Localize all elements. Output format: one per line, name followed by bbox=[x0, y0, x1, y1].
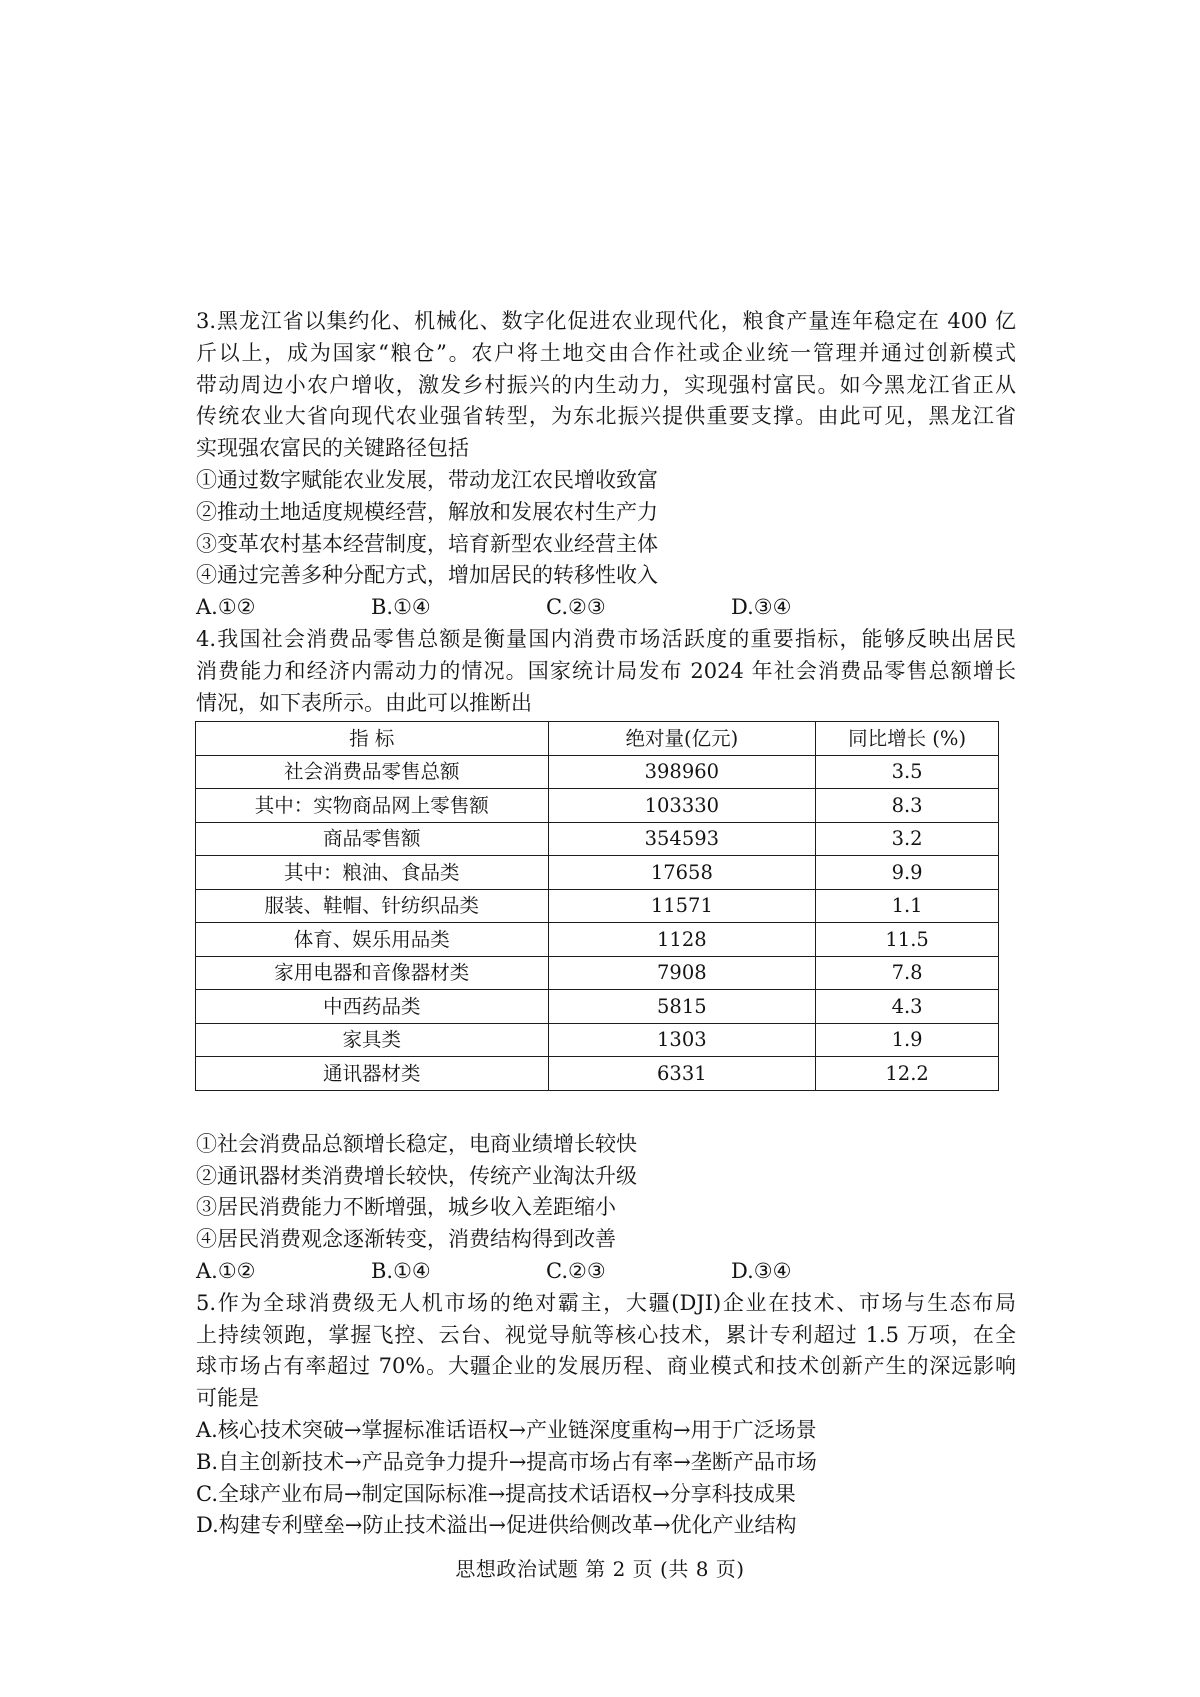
row-absolute: 354593 bbox=[548, 822, 816, 856]
q4-statement-3: ③居民消费能力不断增强，城乡收入差距缩小 bbox=[196, 1195, 616, 1220]
row-absolute: 103330 bbox=[548, 789, 816, 823]
row-growth: 11.5 bbox=[816, 923, 999, 957]
row-indicator: 体育、娱乐用品类 bbox=[196, 923, 549, 957]
row-absolute: 11571 bbox=[548, 889, 816, 923]
row-indicator: 社会消费品零售总额 bbox=[196, 755, 549, 789]
q5-option-a: A.核心技术突破→掌握标准话语权→产业链深度重构→用于广泛场景 bbox=[196, 1418, 817, 1443]
retail-sales-table bbox=[195, 721, 999, 1091]
q4-statement-4: ④居民消费观念逐渐转变，消费结构得到改善 bbox=[196, 1227, 616, 1252]
row-absolute: 1128 bbox=[548, 923, 816, 957]
row-indicator: 通讯器材类 bbox=[196, 1057, 549, 1091]
row-absolute: 7908 bbox=[548, 956, 816, 990]
row-absolute: 17658 bbox=[548, 856, 816, 890]
header-indicator: 指 标 bbox=[196, 722, 549, 756]
table-row bbox=[196, 956, 999, 990]
q4-option-c: C.②③ bbox=[546, 1259, 606, 1284]
q5-stem-line: 5.作为全球消费级无人机市场的绝对霸主，大疆(DJI)企业在技术、市场与生态布局 bbox=[196, 1290, 1016, 1315]
question-3 bbox=[196, 306, 1016, 624]
row-growth: 3.5 bbox=[816, 755, 999, 789]
row-indicator: 其中：粮油、食品类 bbox=[196, 856, 549, 890]
q3-stem-line: 传统农业大省向现代农业强省转型，为东北振兴提供重要支撑。由此可见，黑龙江省 bbox=[196, 404, 1016, 429]
q4-option-b: B.①④ bbox=[371, 1259, 431, 1284]
row-indicator: 中西药品类 bbox=[196, 990, 549, 1024]
q5-option-d: D.构建专利壁垒→防止技术溢出→促进供给侧改革→优化产业结构 bbox=[196, 1513, 797, 1538]
row-absolute: 1303 bbox=[548, 1023, 816, 1057]
row-growth: 1.9 bbox=[816, 1023, 999, 1057]
q3-option-b: B.①④ bbox=[371, 595, 431, 620]
q4-stem-line: 4.我国社会消费品零售总额是衡量国内消费市场活跃度的重要指标，能够反映出居民 bbox=[196, 626, 1016, 651]
q5-option-c: C.全球产业布局→制定国际标准→提高技术话语权→分享科技成果 bbox=[196, 1481, 796, 1506]
q5-option-b: B.自主创新技术→产品竞争力提升→提高市场占有率→垄断产品市场 bbox=[196, 1449, 817, 1474]
q3-stem-line: 斤以上，成为国家“粮仓”。农户将土地交由合作社或企业统一管理并通过创新模式 bbox=[196, 340, 1016, 365]
table-header-row bbox=[196, 722, 999, 756]
row-growth: 3.2 bbox=[816, 822, 999, 856]
row-indicator: 商品零售额 bbox=[196, 822, 549, 856]
table-row bbox=[196, 990, 999, 1024]
question-5 bbox=[196, 1288, 1016, 1542]
row-indicator: 其中：实物商品网上零售额 bbox=[196, 789, 549, 823]
q3-statement-3: ③变革农村基本经营制度，培育新型农业经营主体 bbox=[196, 531, 658, 556]
q3-statement-1: ①通过数字赋能农业发展，带动龙江农民增收致富 bbox=[196, 467, 658, 492]
row-absolute: 6331 bbox=[548, 1057, 816, 1091]
q4-option-d: D.③④ bbox=[731, 1259, 792, 1284]
q5-stem-line: 上持续领跑，掌握飞控、云台、视觉导航等核心技术，累计专利超过 1.5 万项，在全 bbox=[196, 1322, 1016, 1347]
row-growth: 12.2 bbox=[816, 1057, 999, 1091]
table-row bbox=[196, 755, 999, 789]
q5-stem-line: 可能是 bbox=[196, 1386, 259, 1411]
row-indicator: 家用电器和音像器材类 bbox=[196, 956, 549, 990]
table-row bbox=[196, 923, 999, 957]
q4-statement-1: ①社会消费品总额增长稳定，电商业绩增长较快 bbox=[196, 1131, 637, 1156]
row-absolute: 398960 bbox=[548, 755, 816, 789]
row-indicator: 服装、鞋帽、针纺织品类 bbox=[196, 889, 549, 923]
row-indicator: 家具类 bbox=[196, 1023, 549, 1057]
exam-content bbox=[196, 306, 1016, 1542]
q3-statement-4: ④通过完善多种分配方式，增加居民的转移性收入 bbox=[196, 563, 658, 588]
q3-option-a: A.①② bbox=[196, 595, 256, 620]
q4-stem-line: 情况，如下表所示。由此可以推断出 bbox=[196, 690, 532, 715]
table-row bbox=[196, 1057, 999, 1091]
table-row bbox=[196, 1023, 999, 1057]
q3-stem-line: 带动周边小农户增收，激发乡村振兴的内生动力，实现强村富民。如今黑龙江省正从 bbox=[196, 372, 1016, 397]
q5-stem-line: 球市场占有率超过 70%。大疆企业的发展历程、商业模式和技术创新产生的深远影响 bbox=[196, 1354, 1016, 1379]
table-row bbox=[196, 856, 999, 890]
q4-stem-line: 消费能力和经济内需动力的情况。国家统计局发布 2024 年社会消费品零售总额增长 bbox=[196, 658, 1016, 683]
q3-stem-line: 实现强农富民的关键路径包括 bbox=[196, 436, 469, 461]
question-4 bbox=[196, 624, 1016, 1288]
table-row bbox=[196, 789, 999, 823]
q4-option-a: A.①② bbox=[196, 1259, 256, 1284]
q4-options bbox=[196, 1256, 1016, 1288]
row-growth: 9.9 bbox=[816, 856, 999, 890]
q3-option-d: D.③④ bbox=[731, 595, 792, 620]
table-row bbox=[196, 822, 999, 856]
row-growth: 4.3 bbox=[816, 990, 999, 1024]
header-growth: 同比增长 (%) bbox=[816, 722, 999, 756]
q3-options bbox=[196, 592, 1016, 624]
row-growth: 1.1 bbox=[816, 889, 999, 923]
row-growth: 7.8 bbox=[816, 956, 999, 990]
page-footer: 思想政治试题 第 2 页 (共 8 页) bbox=[455, 1557, 745, 1581]
q4-statement-2: ②通讯器材类消费增长较快，传统产业淘汰升级 bbox=[196, 1163, 637, 1188]
row-growth: 8.3 bbox=[816, 789, 999, 823]
row-absolute: 5815 bbox=[548, 990, 816, 1024]
q3-option-c: C.②③ bbox=[546, 595, 606, 620]
q3-statement-2: ②推动土地适度规模经营，解放和发展农村生产力 bbox=[196, 499, 658, 524]
header-absolute: 绝对量(亿元) bbox=[548, 722, 816, 756]
q3-stem-line: 3.黑龙江省以集约化、机械化、数字化促进农业现代化，粮食产量连年稳定在 400 亿 bbox=[196, 309, 1016, 333]
table-row bbox=[196, 889, 999, 923]
